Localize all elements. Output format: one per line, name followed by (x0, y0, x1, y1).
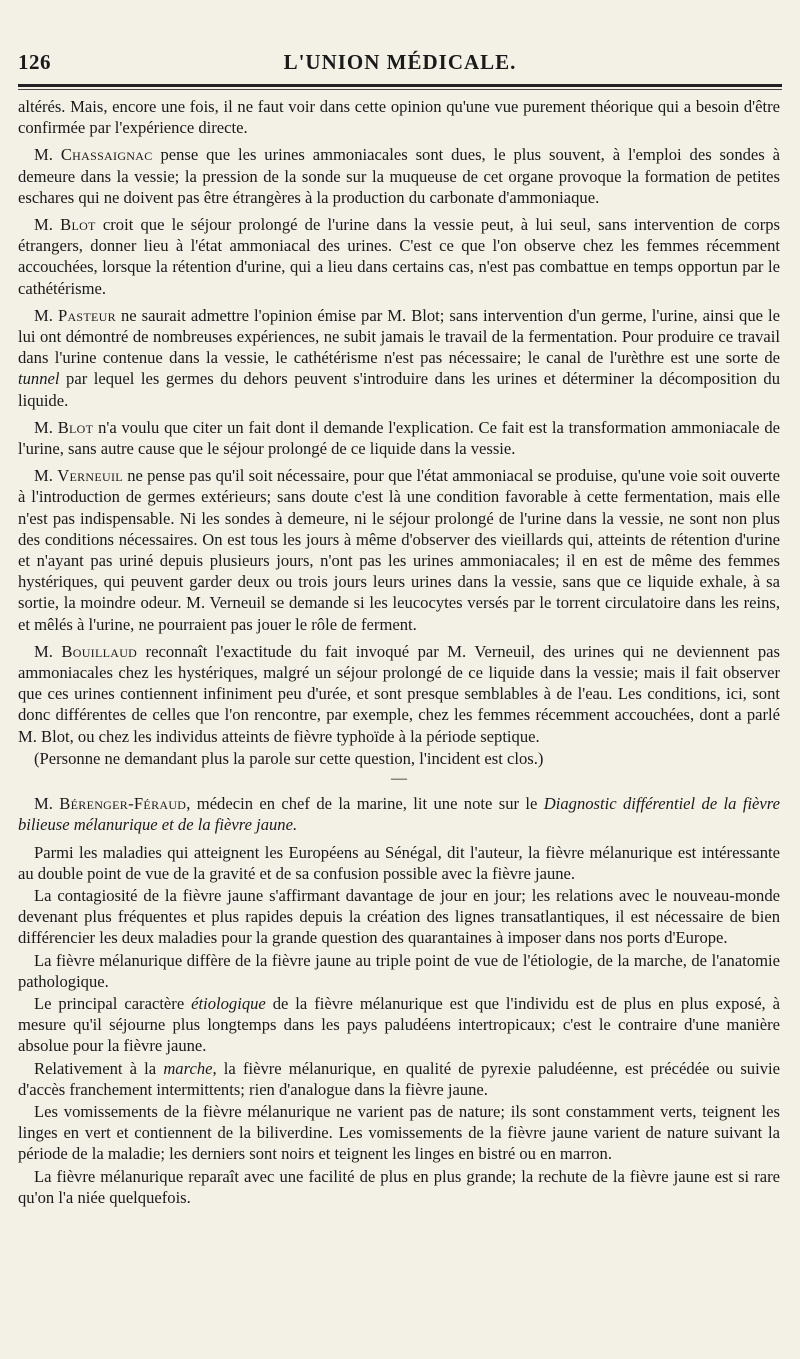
paragraph: La fièvre mélanurique reparaît avec une facilité de plus en plus grande; la rechute de la fièvre jaune est si rare qu'on l'a niée quelquefois. (18, 1166, 780, 1207)
paragraph-marche: Relativement à la marche, la fièvre mélanurique, en qualité de pyrexie paludéenne, est précédée ou suivie d'accès franchement intermittents; rien d'analogue dans la fièvre jaune. (18, 1058, 780, 1099)
header-rule-thin (18, 89, 782, 90)
speaker-name: Blot (57, 417, 94, 437)
speaker-name: Pasteur (57, 305, 116, 325)
speaker-name: Chassaignac (60, 145, 153, 165)
page-number: 126 (18, 50, 51, 74)
italic-term: marche (163, 1058, 213, 1078)
header-rule (18, 84, 782, 87)
page-header (18, 50, 782, 80)
paragraph: La contagiosité de la fièvre jaune s'affirmant davantage de jour en jour; les relations avec le nouveau-monde devenant plus fréquentes et plus rapides depuis la création des lignes transatlantiques, il est nécessaire de bien différencier les deux maladies pour la grande question des quarantaines à imposer dans nos ports d'Europe. (18, 885, 780, 948)
italic-term: tunnel (18, 369, 60, 389)
paragraph-blot: M. Blot croit que le séjour prolongé de l'urine dans la vessie peut, à lui seul, sans intervention de corps étrangers, donner lieu à l'état ammoniacal des urines. C'est ce que l'on observe chez les femmes récemment accouchées, lorsque la rétention d'urine, qui a lieu dans certains cas, n'est pas combattue en temps opportun par le cathétérisme. (18, 215, 780, 298)
paragraph: Parmi les maladies qui atteignent les Européens au Sénégal, dit l'auteur, la fièvre mélanurique est intéressante au double point de vue de la gravité et de sa confusion possible avec la fièvre jaune. (18, 842, 780, 883)
speaker-name: Bouillaud (61, 641, 138, 661)
paragraph-chassaignac: M. Chassaignac pense que les urines ammoniacales sont dues, le plus souvent, à l'emploi des sondes à demeure dans la vessie; la pression de la sonde sur la muqueuse de cet organe provoque la formation de petites eschares qui ne doivent pas être étrangères à la production du carbonate d'ammoniaque. (18, 145, 780, 207)
section-separator: — (391, 770, 407, 788)
body-text (18, 96, 780, 1209)
paragraph-etiology: Le principal caractère étiologique de la fièvre mélanurique est que l'individu est de plus en plus exposé, à mesure qu'il séjourne plus longtemps dans les pays paludéens intertropicaux; c'est le contraire d'une manière absolue pour la fièvre jaune. (18, 993, 780, 1056)
running-title: L'UNION MÉDICALE. (283, 50, 517, 74)
paragraph-memoir: M. Bérenger-Féraud, médecin en chef de la marine, lit une note sur le Diagnostic différentiel de la fièvre bilieuse mélanurique et de la fièvre jaune. (18, 794, 780, 835)
italic-term: étiologique (191, 993, 266, 1013)
speaker-name: Blot (60, 215, 96, 235)
speaker-name: Verneuil (57, 466, 123, 486)
paragraph-blot-2: M. Blot n'a voulu que citer un fait dont il demande l'explication. Ce fait est la transformation ammoniacale de l'urine, sans autre cause que le séjour prolongé de ce liquide dans la vessie. (18, 417, 780, 459)
memoir-title: Diagnostic différentiel de la fièvre bilieuse mélanurique et de la fièvre jaune. (18, 794, 780, 835)
paragraph: altérés. Mais, encore une fois, il ne faut voir dans cette opinion qu'une vue purement théorique qui a besoin d'être confirmée par l'expérience directe. (18, 97, 780, 138)
paragraph-bouillaud: M. Bouillaud reconnaît l'exactitude du fait invoqué par M. Verneuil, des urines qui ne deviennent pas ammoniacales chez les hystériques, malgré un séjour prolongé de ce liquide dans la vessie; mais il fait observer que ces urines contiennent infiniment peu d'urée, et sont presque semblables à de l'eau. Les conditions, ici, sont donc différentes de celles que l'on rencontre, par exemple, chez les femmes récemment accouchées, dont a parlé M. Blot, ou chez les individus atteints de fièvre typhoïde à la période septique. (18, 641, 780, 746)
paragraph-pasteur: M. Pasteur ne saurait admettre l'opinion émise par M. Blot; sans intervention d'un germe, l'urine, ainsi que le lui ont démontré de nombreuses expériences, ne subit jamais le travail de la fermentation. Pour produire ce travail dans l'urine contenue dans la vessie, le cathétérisme n'est pas nécessaire; le canal de l'urèthre est une sorte de tunnel par lequel les germes du dehors peuvent s'introduire dans les urines et déterminer la décomposition du liquide. (18, 305, 780, 410)
paragraph-verneuil: M. Verneuil ne pense pas qu'il soit nécessaire, pour que l'état ammoniacal se produise, qu'une voie soit ouverte à l'introduction de germes extérieurs; sans doute c'est là une condition favorable à cette fermentation, mais elle n'est pas indispensable. Ni les sondes à demeure, ni le séjour prolongé de l'urine dans la vessie, ne sont non plus des conditions nécessaires. On est tous les jours à même d'observer des vieillards qui, atteints de rétention d'urine et n'ayant pas uriné depuis plusieurs jours, n'ont pas les urines ammoniacales; il en est de même des femmes hystériques, qui peuvent garder deux ou trois jours leurs urines dans la vessie, sans que ce liquide exhale, à sa sortie, la moindre odeur. M. Verneuil se demande si les leucocytes versés par le torrent circulatoire dans les reins, et mêlés à l'urine, ne pourraient pas jouer le rôle de ferment. (18, 466, 780, 634)
paragraph: La fièvre mélanurique diffère de la fièvre jaune au triple point de vue de l'étiologie, de la marche, de l'anatomie pathologique. (18, 950, 780, 991)
paragraph-closing: (Personne ne demandant plus la parole sur cette question, l'incident est clos.) (34, 748, 544, 768)
speaker-name: Bérenger-Féraud (59, 794, 187, 814)
paragraph: Les vomissements de la fièvre mélanurique ne varient pas de nature; ils sont constamment verts, teignent les linges en vert et contiennent de la biliverdine. Les vomissements de la fièvre jaune varient de nature suivant la période de la maladie; les derniers sont noirs et teignent les linges en bistré ou en marron. (18, 1101, 780, 1164)
